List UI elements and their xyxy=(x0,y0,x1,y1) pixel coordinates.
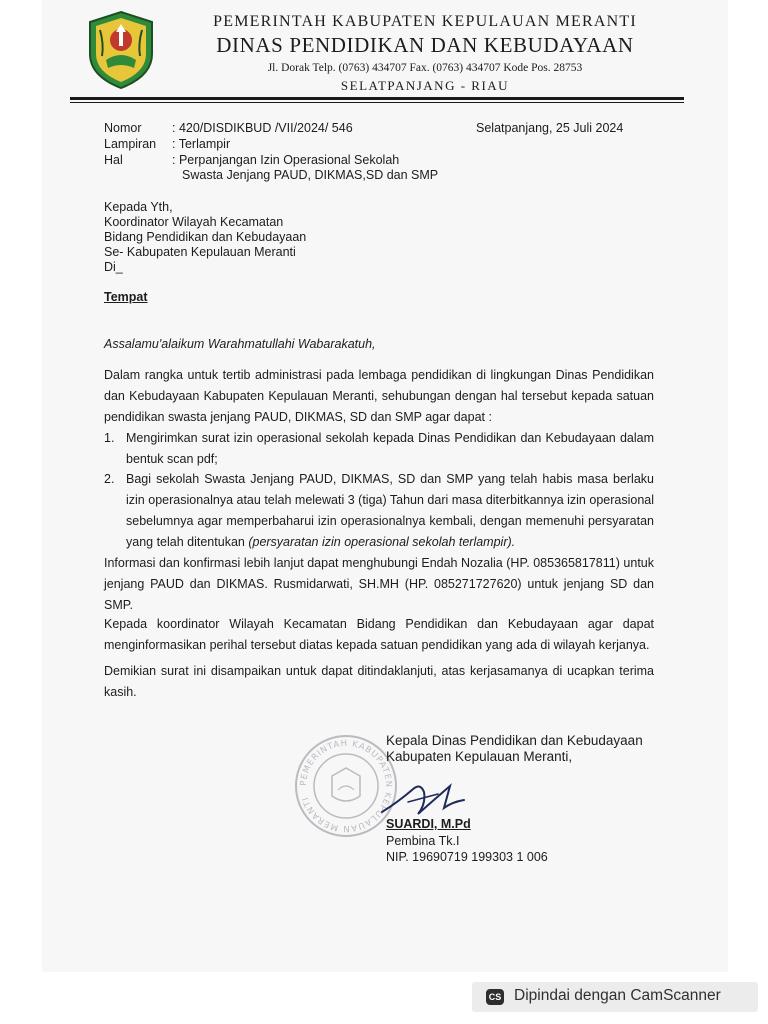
recipient-place: Tempat xyxy=(104,290,148,304)
hal-label: Hal xyxy=(104,153,123,167)
regency-emblem-icon xyxy=(86,10,156,90)
lampiran-label: Lampiran xyxy=(104,137,157,151)
signatory-rank: Pembina Tk.I xyxy=(386,834,460,848)
list-item-number: 2. xyxy=(104,472,115,486)
closing-paragraph: Demikian surat ini disampaikan untuk dapat ditindaklanjuti, atas kerjasamanya di ucapkan terima kasih. xyxy=(104,664,654,699)
signatory-name: SUARDI, M.Pd xyxy=(386,817,471,831)
signatory-title-line2: Kabupaten Kepulauan Meranti, xyxy=(386,749,573,764)
recipient-line3: Bidang Pendidikan dan Kebudayaan xyxy=(104,230,307,244)
list-item xyxy=(104,428,654,470)
nomor-label: Nomor xyxy=(104,121,142,135)
recipient-line4: Se- Kabupaten Kepulauan Meranti xyxy=(104,245,296,259)
letterhead-rule-thick xyxy=(70,97,684,100)
scan-margin xyxy=(0,0,42,1024)
intro-paragraph: Dalam rangka untuk tertib administrasi pada lembaga pendidikan di lingkungan Dinas Pendidikan dan Kebudayaan Kabupaten Kepulauan Meranti, sehubungan dengan hal tersebut kepada satuan pendidikan swasta jenjang PAUD, DIKMAS, SD dan SMP agar dapat : xyxy=(104,368,654,424)
salutation: Assalamu'alaikum Warahmatullahi Wabarakatuh, xyxy=(104,337,376,351)
list-item-italic-note: (persyaratan izin operasional sekolah terlampir). xyxy=(248,535,516,549)
list-item-text: Bagi sekolah Swasta Jenjang PAUD, DIKMAS, SD dan SMP yang telah habis masa berlaku izin operasionalnya atau telah melewati 3 (tiga) Tahun dari masa diterbitkannya izin operasional sebelumnya agar memperbaharui izin operasionalnya kembali, dengan memenuhi persyaratan yang telah ditentukan xyxy=(126,472,654,549)
hal-value-line1: : Perpanjangan Izin Operasional Sekolah xyxy=(172,153,400,167)
info-paragraph: Informasi dan konfirmasi lebih lanjut dapat menghubungi Endah Nozalia (HP. 085365817811) untuk jenjang PAUD dan DIKMAS. Rusmidarwati, SH.MH (HP. 085271727620) untuk jenjang SD dan SMP. xyxy=(104,556,654,612)
hal-value-line2: Swasta Jenjang PAUD, DIKMAS,SD dan SMP xyxy=(182,168,439,182)
letter-date: Selatpanjang, 25 Juli 2024 xyxy=(476,121,624,135)
nomor-value: : 420/DISDIKBUD /VII/2024/ 546 xyxy=(172,121,353,135)
list-item xyxy=(104,469,654,553)
list-item-number: 1. xyxy=(104,431,115,445)
camscanner-logo-icon: CS xyxy=(486,989,504,1005)
camscanner-watermark xyxy=(472,982,758,1012)
letterhead-address: Jl. Dorak Telp. (0763) 434707 Fax. (0763) 434707 Kode Pos. 28753 xyxy=(267,62,583,74)
letterhead-city: SELATPANJANG - RIAU xyxy=(340,78,510,93)
camscanner-text: Dipindai dengan CamScanner xyxy=(514,987,721,1004)
recipient-line5: Di_ xyxy=(104,260,123,274)
lampiran-value: : Terlampir xyxy=(172,137,231,151)
signatory-nip: NIP. 19690719 199303 1 006 xyxy=(386,850,548,864)
recipient-line2: Koordinator Wilayah Kecamatan xyxy=(104,215,284,229)
handwritten-signature xyxy=(378,772,468,822)
letterhead xyxy=(160,12,690,95)
recipient-greeting: Kepada Yth, xyxy=(104,200,173,214)
list-item-text-wrap xyxy=(126,469,654,553)
signatory-title-line1: Kepala Dinas Pendidikan dan Kebudayaan xyxy=(386,733,643,748)
letterhead-government: PEMERINTAH KABUPATEN KEPULAUAN MERANTI xyxy=(213,13,637,30)
letterhead-rule-thin xyxy=(70,102,684,103)
stamp-text: PEMERINTAH KABUPATEN KEPULAUAN MERANTI xyxy=(298,738,394,834)
letterhead-department: DINAS PENDIDIKAN DAN KEBUDAYAAN xyxy=(216,33,634,57)
request-paragraph: Kepada koordinator Wilayah Kecamatan Bidang Pendidikan dan Kebudayaan agar dapat menginformasikan perihal tersebut diatas kepada satuan pendidikan yang ada di wilayah kerjanya. xyxy=(104,617,654,652)
list-item-text: Mengirimkan surat izin operasional sekolah kepada Dinas Pendidikan dan Kebudayaan dalam bentuk scan pdf; xyxy=(126,431,654,466)
